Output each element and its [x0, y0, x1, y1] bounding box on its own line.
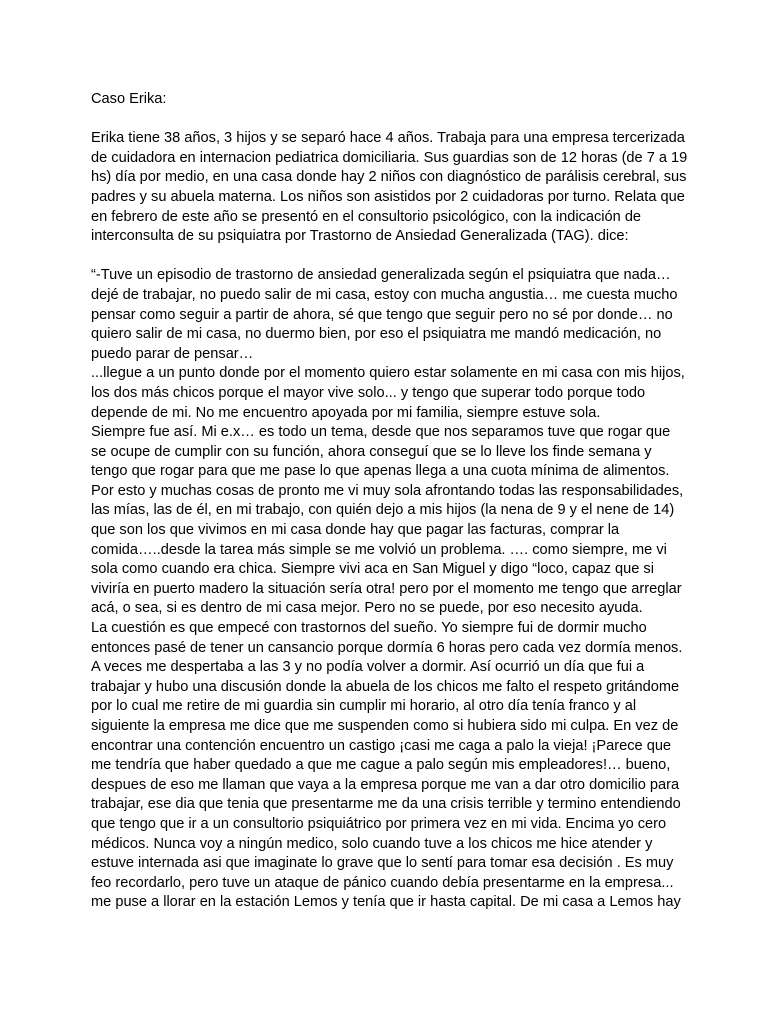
text-line: dejé de trabajar, no puedo salir de mi casa, estoy con mucha angustia… me cuesta mucho: [91, 286, 678, 303]
text-line: las mías, las de él, en mi trabajo, con quién dejo a mis hijos (la nena de 9 y el nene de 14): [91, 502, 675, 519]
text-line: quiero salir de mi casa, no duermo bien, por eso el psiquiatra me mandó medicación, no: [91, 326, 662, 343]
text-line: los dos más chicos porque el mayor vive solo... y tengo que superar todo porque todo: [91, 384, 646, 401]
text-line: trabajar y hubo una discusión donde la abuela de los chicos me falto el respeto gritándome: [91, 678, 680, 695]
text-line: se ocupe de cumplir con su función, ahora conseguí que se lo lleve los finde semana y: [91, 443, 652, 460]
text-line: Siempre fue así. Mi e.x… es todo un tema, desde que nos separamos tuve que rogar que: [91, 424, 671, 441]
text-line: viviría en puerto madero la situación sería otra! pero por el momento me tengo que arreglar: [91, 580, 682, 597]
text-line: pensar como seguir a partir de ahora, sé que tengo que seguir pero no sé por donde… no: [91, 306, 673, 323]
text-line: por lo cual me retire de mi guardia sin cumplir mi horario, al otro día tenía franco y al: [91, 698, 637, 715]
text-line: médicos. Nunca voy a ningún medico, solo cuando tuve a los chicos me hice atender y: [91, 835, 653, 852]
text-line: despues de eso me llaman que vaya a la empresa porque me van a dar otro domicilio para: [91, 776, 680, 793]
quote-paragraph: [91, 266, 691, 913]
text-line: puedo parar de pensar…: [91, 345, 254, 362]
text-line: depende de mi. No me encuentro apoyada por mi familia, siempre estuve sola.: [91, 404, 601, 421]
text-line: entonces pasé de tener un cansancio porque dormía 6 horas pero cada vez dormía menos.: [91, 639, 683, 656]
text-line: siguiente la empresa me dice que me suspenden como si hubiera sido mi culpa. En vez de: [91, 718, 679, 734]
text-line: que son los que vivimos en mi casa donde hay que pagar las facturas, comprar la: [91, 522, 620, 539]
text-line: acá, o sea, si es dentro de mi casa mejor. Pero no se puede, por eso necesito ayuda.: [91, 600, 643, 617]
text-line: Erika tiene 38 años, 3 hijos y se separó hace 4 años. Trabaja para una empresa tercerizada: [91, 130, 685, 147]
text-line: hs) día por medio, en una casa donde hay 2 niños con diagnóstico de parálisis cerebral, sus: [91, 169, 687, 186]
text-line: feo recordarlo, pero tuve un ataque de pánico cuando debía presentarme en la empresa...: [91, 874, 674, 891]
paragraph-spacer: [91, 110, 691, 130]
text-line: interconsulta de su psiquiatra por Trastorno de Ansiedad Generalizada (TAG). dice:: [91, 228, 629, 245]
text-line: estuve internada asi que imaginate lo grave que lo sentí para tomar esa decisión . Es muy: [91, 855, 674, 872]
text-line: de cuidadora en internacion pediatrica domiciliaria. Sus guardias son de 12 horas (de 7 a 19: [91, 149, 688, 166]
text-line: me puse a llorar en la estación Lemos y tenía que ir hasta capital. De mi casa a Lemos hay: [91, 894, 681, 911]
text-line: en febrero de este año se presentó en el consultorio psicológico, con la indicación de: [91, 208, 642, 225]
text-line: comida…..desde la tarea más simple se me volvió un problema. …. como siempre, me vi: [91, 541, 667, 558]
intro-paragraph: [91, 129, 691, 247]
document-page: [91, 90, 691, 913]
text-line: ...llegue a un punto donde por el momento quiero estar solamente en mi casa con mis hijos,: [91, 365, 685, 382]
text-line: que tengo que ir a un consultorio psiquiátrico por primera vez en mi vida. Encima yo cero: [91, 815, 667, 832]
paragraph-spacer: [91, 247, 691, 267]
text-line: A veces me despertaba a las 3 y no podía volver a dormir. Así ocurrió un día que fui a: [91, 659, 645, 676]
text-line: “-Tuve un episodio de trastorno de ansiedad generalizada según el psiquiatra que nada…: [91, 267, 671, 284]
text-line: padres y su abuela materna. Los niños son asistidos por 2 cuidadoras por turno. Relata que: [91, 188, 685, 205]
document-title: Caso Erika:: [91, 91, 167, 107]
text-line: sola como cuando era chica. Siempre vivi aca en San Miguel y digo “loco, capaz que si: [91, 561, 654, 578]
text-line: Por esto y muchas cosas de pronto me vi muy sola afrontando todas las responsabilidades,: [91, 482, 684, 499]
text-line: trabajar, ese dia que tenia que presentarme me da una crisis terrible y termino entendiendo: [91, 796, 681, 813]
text-line: encontrar una contención encuentro un castigo ¡casi me caga a palo la vieja! ¡Parece que: [91, 737, 672, 754]
text-line: La cuestión es que empecé con trastornos del sueño. Yo siempre fui de dormir mucho: [91, 620, 647, 637]
text-line: tengo que rogar para que me pase lo que apenas llega a una cuota mínima de alimentos.: [91, 463, 670, 480]
text-line: me tendría que haber quedado a que me cague a palo según mis empleadores!… bueno,: [91, 757, 671, 774]
